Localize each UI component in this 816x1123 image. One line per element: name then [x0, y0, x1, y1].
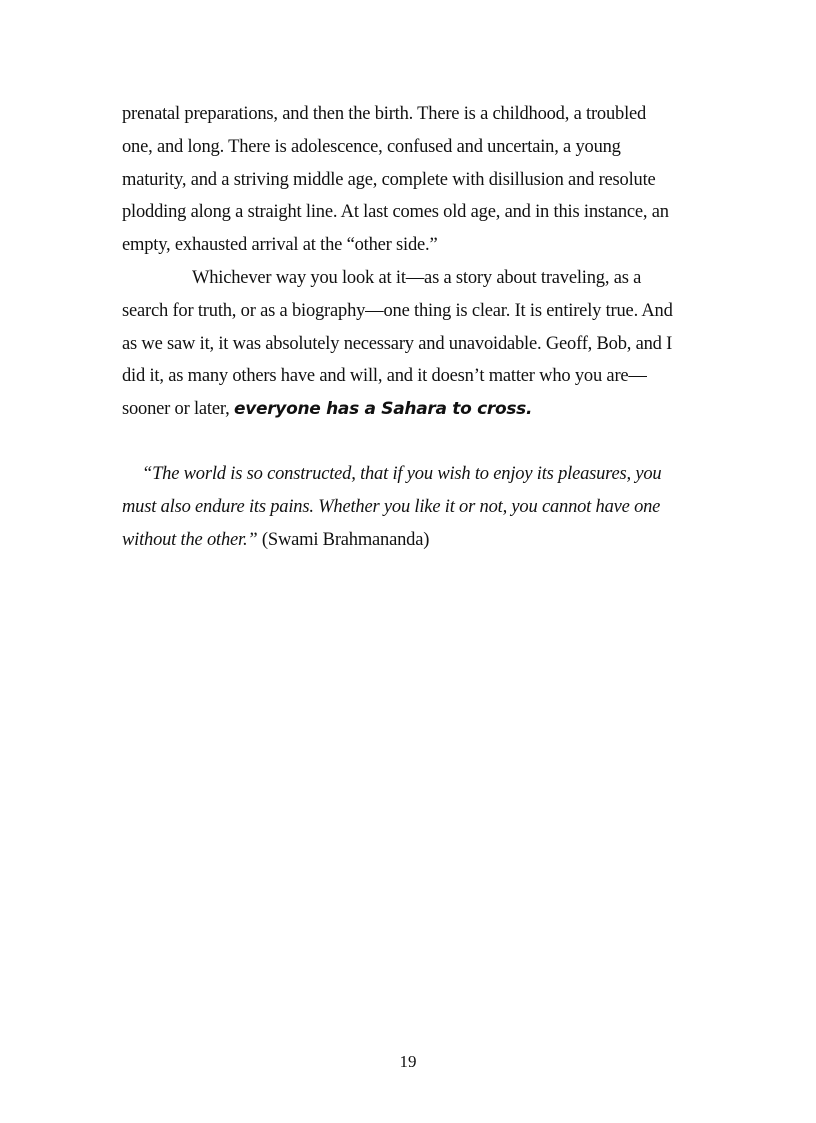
quote-line-2: must also endure its pains. Whether you like it or not, you cannot have one: [122, 496, 661, 517]
quote-line-1: “The world is so constructed, that if you wish to enjoy its pleasures, you: [142, 464, 662, 484]
body-text: [122, 98, 702, 426]
emphasis-phrase: everyone has a Sahara to cross.: [233, 399, 533, 420]
paragraph-2-line-1: Whichever way you look at it—as a story about traveling, as a: [192, 267, 642, 288]
paragraph-1-line-4: plodding along a straight line. At last comes old age, and in this instance, an: [122, 202, 669, 223]
paragraph-2-line-2: search for truth, or as a biography—one thing is clear. It is entirely true. And: [122, 300, 673, 321]
paragraph-1-line-3: maturity, and a striving middle age, complete with disillusion and resolute: [122, 169, 656, 190]
paragraph-2: [122, 262, 702, 426]
paragraph-2-line-3: as we saw it, it was absolutely necessary and unavoidable. Geoff, Bob, and I: [122, 333, 673, 354]
paragraph-1-line-2: one, and long. There is adolescence, confused and uncertain, a young: [122, 136, 621, 157]
paragraph-2-line-5: [122, 393, 702, 426]
quote-line-3: [122, 524, 702, 557]
paragraph-1-line-1: prenatal preparations, and then the birth. There is a childhood, a troubled: [122, 104, 647, 124]
paragraph-2-line-4: did it, as many others have and will, and it doesn’t matter who you are—: [122, 366, 647, 387]
page-number: 19: [399, 1052, 417, 1071]
epigraph-quote: [122, 458, 702, 556]
paragraph-1: [122, 98, 702, 262]
paragraph-2-last-prefix: sooner or later,: [122, 399, 234, 420]
paragraph-1-line-5: empty, exhausted arrival at the “other side.”: [122, 235, 438, 256]
quote-attribution: (Swami Brahmananda): [257, 529, 430, 550]
quote-line-3-text: without the other.”: [122, 529, 258, 550]
